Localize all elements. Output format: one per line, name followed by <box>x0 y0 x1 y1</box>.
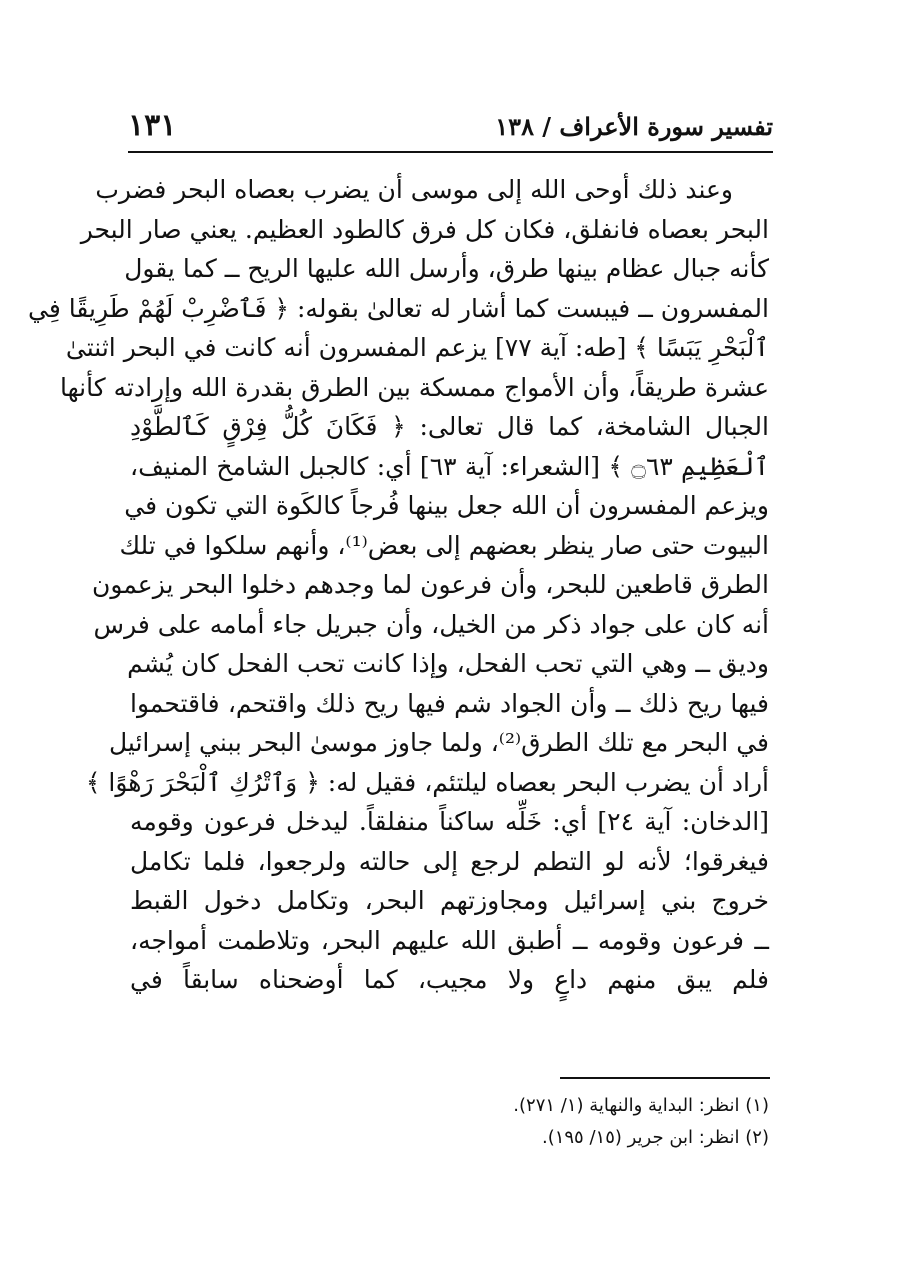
text-line: وديق ــ وهي التي تحب الفحل، وإذا كانت تحب الفحل كان يُشم <box>127 649 769 678</box>
text-line: البيوت حتى صار ينظر بعضهم إلى بعض⁽¹⁾، وأنهم سلكوا في تلك <box>119 530 769 560</box>
text-line: فيها ريح ذلك ــ وأن الجواد شم فيها ريح ذلك واقتحم، فاقتحموا <box>130 688 769 718</box>
footnote-rule <box>560 1077 770 1079</box>
text-line: وعند ذلك أوحى الله إلى موسى أن يضرب بعصاه البحر فضرب <box>95 175 733 204</box>
footnote: (١) انظر: البداية والنهاية (١/ ٢٧١). <box>513 1095 769 1116</box>
text-line: المفسرون ــ فيبست كما أشار له تعالىٰ بقوله: ﴿ فَٱضْرِبْ لَهُمْ طَرِيقًا فِي <box>27 293 769 323</box>
text-line: الطرق قاطعين للبحر، وأن فرعون لما وجدهم دخلوا البحر يزعمون <box>92 570 769 599</box>
text-line: ٱلْبَحْرِ يَبَسًا ﴾ [طه: آية ٧٧] يزعم المفسرون أنه كانت في البحر اثنتىٰ <box>65 333 769 362</box>
footnote: (٢) انظر: ابن جرير (١٥/ ١٩٥). <box>541 1127 769 1148</box>
text-line: فيغرقوا؛ لأنه لو التطم لرجع إلى حالته ولرجعوا، فلما تكامل <box>130 846 769 876</box>
text-line: كأنه جبال عظام بينها طرق، وأرسل الله عليها الريح ــ كما يقول <box>124 254 769 283</box>
text-line: خروج بني إسرائيل ومجاوزتهم البحر، وتكامل دخول القبط <box>130 886 769 915</box>
text-line: أراد أن يضرب البحر بعصاه ليلتئم، فقيل له: ﴿ وَٱتْرُكِ ٱلْبَحْرَ رَهْوًا ﴾ <box>85 767 769 797</box>
running-title: تفسير سورة الأعراف / ١٣٨ <box>495 112 773 141</box>
text-line: ــ فرعون وقومه ــ أطبق الله عليهم البحر، وتلاطمت أمواجه، <box>130 925 769 955</box>
header-rule <box>128 151 773 153</box>
footnotes <box>129 1090 769 1154</box>
text-line: عشرة طريقاً، وأن الأمواج ممسكة بين الطرق بقدرة الله وإرادته كأنها <box>60 372 769 402</box>
text-line: [الدخان: آية ٢٤] أي: خَلِّه ساكناً منفلقاً. ليدخل فرعون وقومه <box>130 807 769 836</box>
text-line: فلم يبق منهم داعٍ ولا مجيب، كما أوضحناه سابقاً في <box>130 965 769 994</box>
text-line: البحر بعصاه فانفلق، فكان كل فرق كالطود العظيم. يعني صار البحر <box>80 214 769 244</box>
text-line: أنه كان على جواد ذكر من الخيل، وأن جبريل جاء أمامه على فرس <box>93 609 769 639</box>
text-line: ٱلْعَظِيمِ ۝٦٣ ﴾ [الشعراء: آية ٦٣] أي: كالجبل الشامخ المنيف، <box>130 451 769 481</box>
body-text <box>27 170 769 1000</box>
text-line: ويزعم المفسرون أن الله جعل بينها فُرجاً كالكَوة التي تكون في <box>124 491 769 520</box>
page-header <box>128 108 773 152</box>
page-number: ١٣١ <box>128 108 177 143</box>
text-line: في البحر مع تلك الطرق⁽²⁾، ولما جاوز موسىٰ البحر ببني إسرائيل <box>108 728 769 757</box>
text-line: الجبال الشامخة، كما قال تعالى: ﴿ فَكَانَ كُلُّ فِرْقٍ كَٱلطَّوْدِ <box>130 412 769 441</box>
